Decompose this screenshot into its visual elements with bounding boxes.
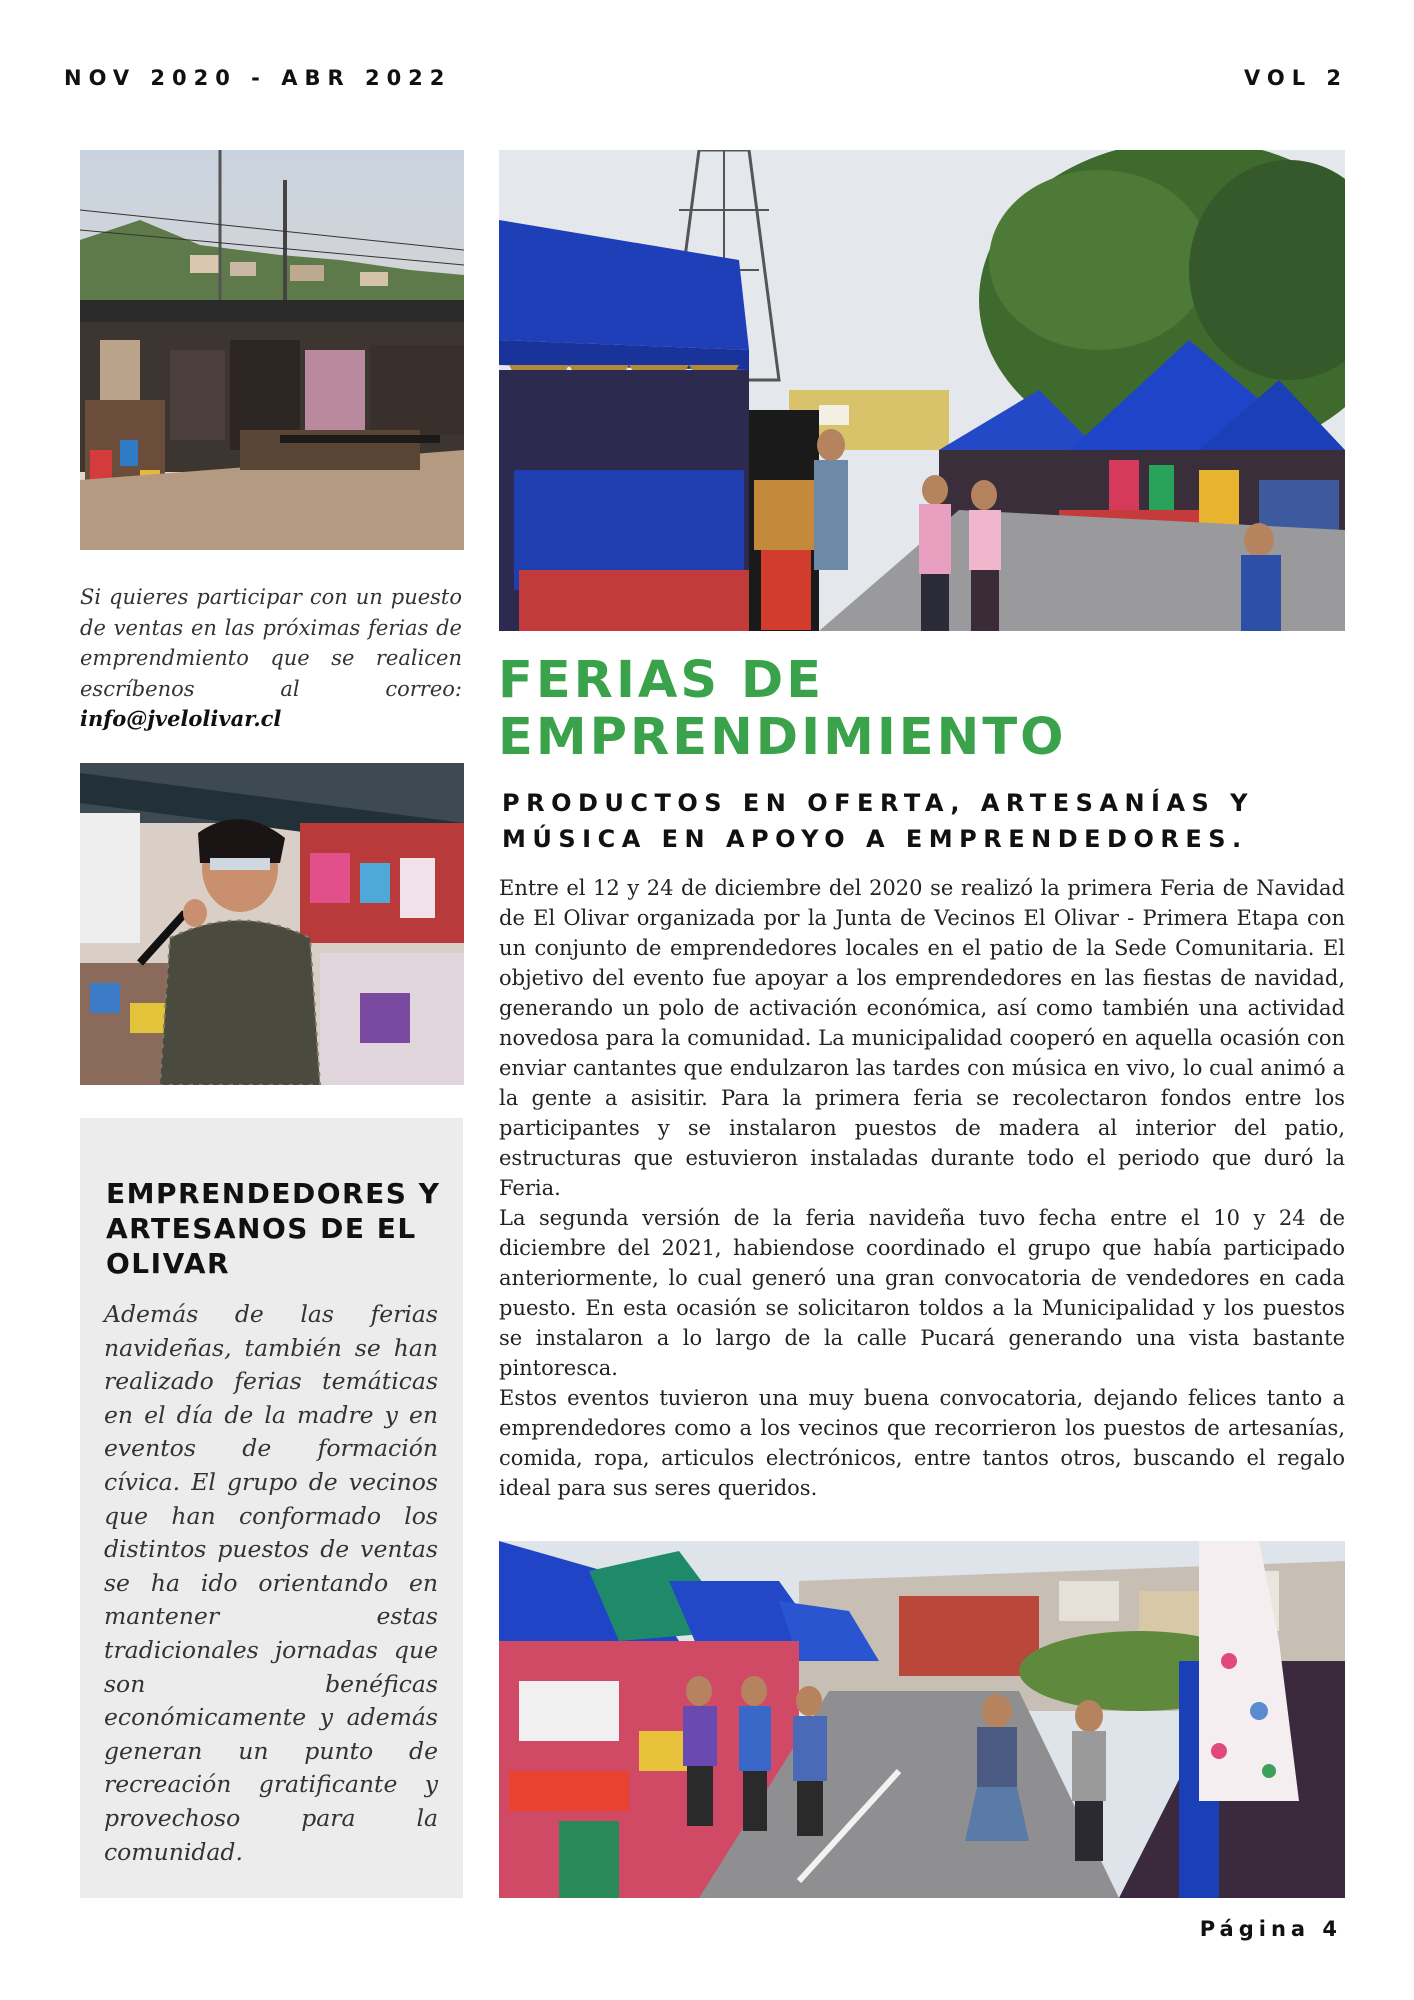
article-body [499, 873, 1345, 1503]
photo-singer [80, 763, 464, 1085]
article-subtitle: PRODUCTOS EN OFERTA, ARTESANÍAS Y MÚSICA EN APOYO A EMPRENDEDORES. [502, 789, 1255, 853]
article-paragraph: La segunda versión de la feria navideña tuvo fecha entre el 10 y 24 de diciembre del 2021, habiendose coordinado el grupo que había participado anteriormente, lo cual generó una gran convocatoria de vendedores en cada puesto. En esta ocasión se solicitaron toldos a la Municipalidad y los puestos se instalaron a lo largo de la calle Pucará generando una vista bastante pintoresca. [499, 1206, 1345, 1380]
participation-note-text: Si quieres participar con un puesto de ventas en las próximas ferias de emprendmiento que se realicen escríbenos al correo: [80, 585, 462, 701]
article-title: FERIAS DE EMPRENDIMIENTO [498, 651, 1067, 767]
artisans-box-text: Además de las ferias navideñas, también se han realizado ferias temáticas en el día de la madre y en eventos de formación cívica. El grupo de vecinos que han conformado los distintos puestos de ventas se ha ido orientando en mantener estas tradicionales jornadas que son benéficas económicamente y además generan un punto de recreación gratificante y provechoso para la comunidad. [104, 1300, 438, 1866]
photo-blue-tents-market [499, 150, 1345, 631]
volume-label: VOL 2 [1243, 66, 1348, 90]
photo-street-market-dance [499, 1541, 1345, 1898]
page-number: Página 4 [1199, 1917, 1342, 1941]
artisans-box-title: EMPRENDEDORES Y ARTESANOS DE EL OLIVAR [106, 1177, 441, 1280]
contact-email[interactable]: info@jvelolivar.cl [80, 706, 282, 731]
article-paragraph: Entre el 12 y 24 de diciembre del 2020 se realizó la primera Feria de Navidad de El Olivar organizada por la Junta de Vecinos El Olivar - Primera Etapa con un conjunto de emprendedores locales en el patio de la Sede Comunitaria. El objetivo del evento fue apoyar a los emprendedores en las fiestas de navidad, generando un polo de activación económica, así como también una actividad novedosa para la comunidad. La municipalidad cooperó en aquella ocasión con enviar cantantes que endulzaron las tardes con música en vivo, lo cual animó a la gente a asisitir. Para la primera feria se recolectaron fondos entre los participantes y se instalaron puestos de madera al interior del patio, estructuras que estuvieron instaladas durante todo el periodo que duró la Feria. [499, 876, 1345, 1200]
date-range: NOV 2020 - ABR 2022 [64, 66, 452, 90]
article-paragraph: Estos eventos tuvieron una muy buena convocatoria, dejando felices tanto a emprendedores como a los vecinos que recorrieron los puestos de artesanías, comida, ropa, articulos electrónicos, entre tantos otros, buscando el regalo ideal para sus seres queridos. [499, 1386, 1345, 1500]
participation-note [80, 582, 462, 735]
photo-wooden-stalls [80, 150, 464, 550]
artisans-box [80, 1118, 463, 1898]
